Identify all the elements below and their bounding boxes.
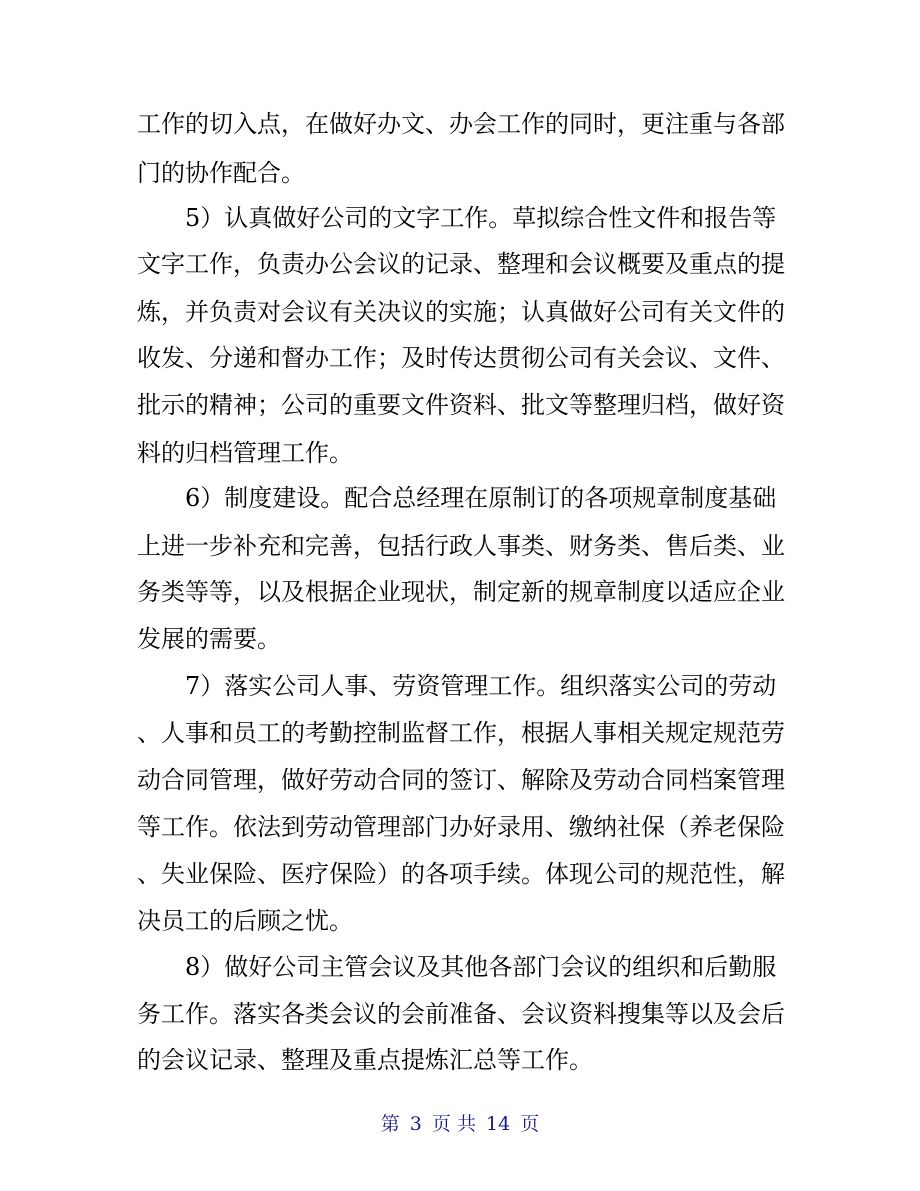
text-line-13: 7）落实公司人事、劳资管理工作。组织落实公司的劳动 — [137, 672, 777, 700]
text-line-6: 收发、分递和督办工作；及时传达贯彻公司有关会议、文件、 — [137, 344, 785, 372]
text-line-11: 务类等等，以及根据企业现状，制定新的规章制度以适应企业 — [137, 578, 785, 606]
footer-current-page: 3 — [409, 1113, 422, 1135]
text-line-17: 、失业保险、医疗保险）的各项手续。体现公司的规范性，解 — [137, 860, 785, 888]
text-line-2: 门的协作配合。 — [137, 159, 305, 187]
text-line-18: 决员工的后顾之忧。 — [137, 907, 353, 935]
footer-middle: 页 共 — [431, 1113, 476, 1135]
text-line-19: 8）做好公司主管会议及其他各部门会议的组织和后勤服 — [137, 953, 777, 981]
text-line-7: 批示的精神；公司的重要文件资料、批文等整理归档，做好资 — [137, 391, 785, 419]
text-line-5: 炼，并负责对会议有关决议的实施；认真做好公司有关文件的 — [137, 298, 785, 326]
text-line-16: 等工作。依法到劳动管理部门办好录用、缴纳社保（养老保险 — [137, 813, 785, 841]
footer-total-pages: 14 — [486, 1113, 511, 1135]
text-line-1: 工作的切入点，在做好办文、办会工作的同时，更注重与各部 — [137, 110, 785, 138]
text-line-20: 务工作。落实各类会议的会前准备、会议资料搜集等以及会后 — [137, 1000, 785, 1028]
text-line-21: 的会议记录、整理及重点提炼汇总等工作。 — [137, 1046, 593, 1074]
page-footer — [0, 1110, 920, 1138]
footer-suffix: 页 — [520, 1113, 540, 1135]
text-line-9: 6）制度建设。配合总经理在原制订的各项规章制度基础 — [137, 484, 777, 512]
text-line-14: 、人事和员工的考勤控制监督工作，根据人事相关规定规范劳 — [137, 719, 785, 747]
text-line-10: 上进一步补充和完善，包括行政人事类、财务类、售后类、业 — [137, 532, 785, 560]
text-line-3: 5）认真做好公司的文字工作。草拟综合性文件和报告等 — [137, 204, 777, 232]
text-line-12: 发展的需要。 — [137, 625, 281, 653]
text-line-4: 文字工作，负责办公会议的记录、整理和会议概要及重点的提 — [137, 250, 785, 278]
text-line-8: 料的归档管理工作。 — [137, 439, 353, 467]
footer-prefix: 第 — [380, 1113, 400, 1135]
text-line-15: 动合同管理，做好劳动合同的签订、解除及劳动合同档案管理 — [137, 766, 785, 794]
